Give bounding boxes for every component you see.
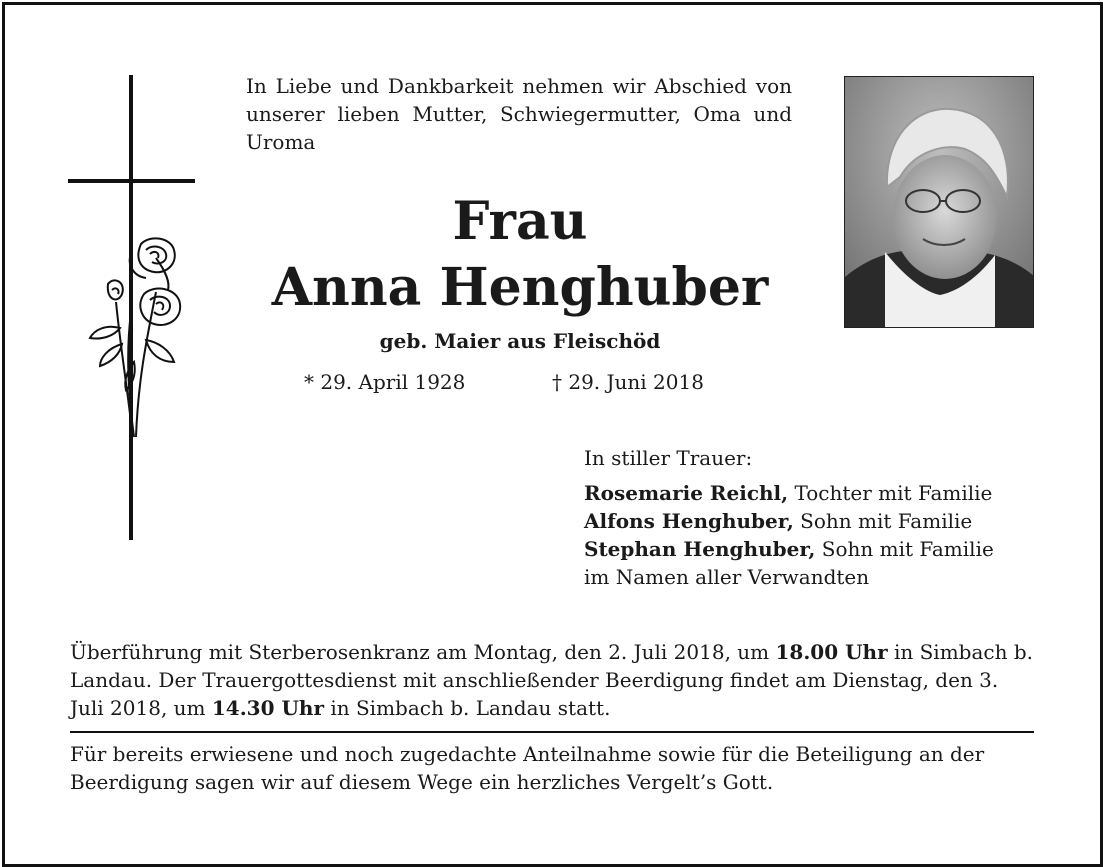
deceased-name: Anna Henghuber <box>271 257 769 318</box>
portrait-photo <box>844 76 1034 328</box>
mourners-heading: In stiller Trauer: <box>584 446 753 470</box>
mourners-closing: im Namen aller Verwandten <box>584 565 870 589</box>
intro-text: In Liebe und Dankbarkeit nehmen wir Abschied von unserer lieben Mutter, Schwiegermutter, Oma und Uroma <box>246 74 792 154</box>
rose-icon <box>86 232 186 442</box>
birth-date: * 29. April 1928 <box>304 370 466 394</box>
title-salutation: Frau <box>452 191 588 252</box>
mourners-list <box>584 479 994 591</box>
thanks-paragraph: Für bereits erwiesene und noch zugedachte Anteilnahme sowie für die Beteiligung an der Beerdigung sagen wir auf diesem Wege ein herzliches Vergelt’s Gott. <box>70 742 985 794</box>
list-item: Rosemarie Reichl, Tochter mit Familie <box>584 481 993 505</box>
maiden-name: geb. Maier aus Fleischöd <box>379 329 661 353</box>
list-item: Stephan Henghuber, Sohn mit Familie <box>584 537 994 561</box>
divider <box>70 731 1034 733</box>
list-item: Alfons Henghuber, Sohn mit Familie <box>584 509 973 533</box>
service-paragraph: Überführung mit Sterberosenkranz am Montag, den 2. Juli 2018, um 18.00 Uhr in Simbach b. Landau. Der Trauergottesdienst mit anschließender Beerdigung findet am Dienstag, den 3. Juli 2018, um 14.30 Uhr in Simbach b. Landau statt. <box>70 640 1033 720</box>
cross-bar <box>68 179 195 183</box>
death-date: † 29. Juni 2018 <box>552 370 704 394</box>
